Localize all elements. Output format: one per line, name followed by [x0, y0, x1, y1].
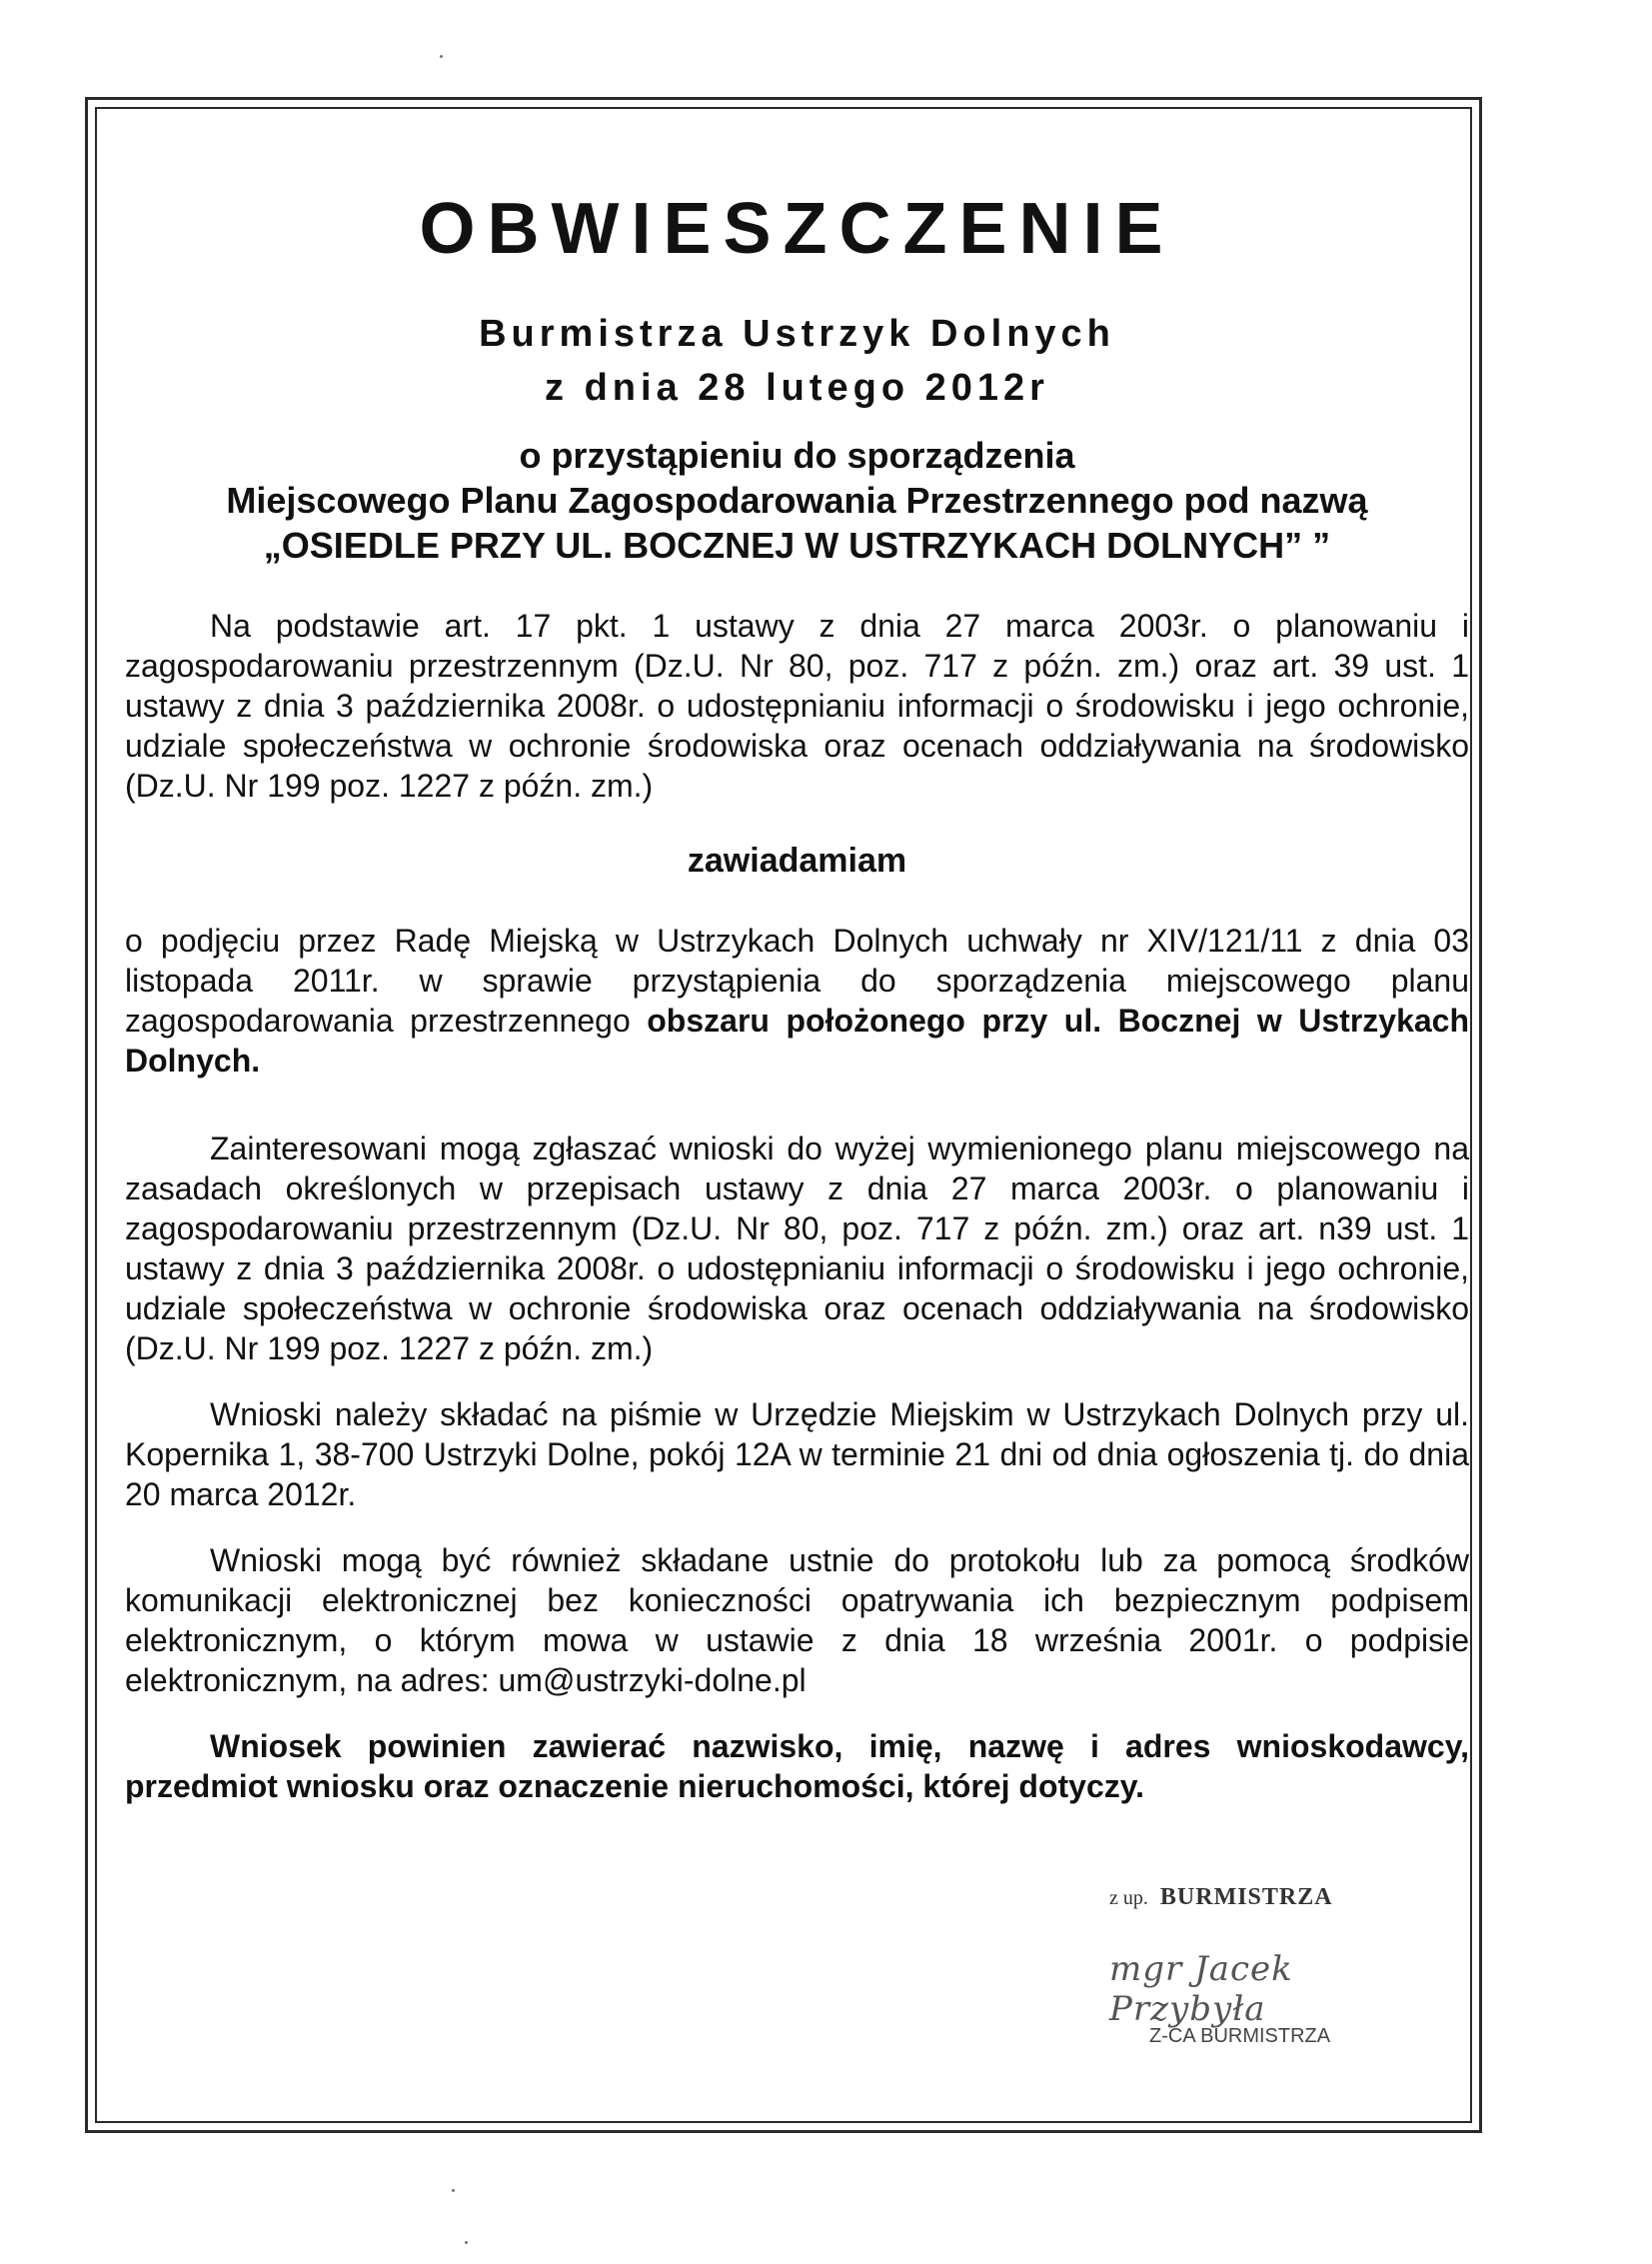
notice-date: z dnia 28 lutego 2012r [545, 367, 1049, 410]
notice-subject [125, 433, 1469, 568]
subject-line-1: o przystąpieniu do sporządzenia [519, 435, 1075, 477]
scan-speck [440, 55, 443, 58]
resolution-text: o podjęciu przez Radę Miejską w Ustrzykach Dolnych uchwały nr XIV/121/11 z dnia 03 listopada 2011r. w sprawie przystąpienia do sporządzenia miejscowego planu zagospodarowania przestrzennego [125, 923, 1469, 1040]
signature-stamp: Z-CA BURMISTRZA [1149, 2025, 1331, 2047]
submission-paragraph: Wnioski należy składać na piśmie w Urzędzie Miejskim w Ustrzykach Dolnych przy ul. Kopernika 1, 38-700 Ustrzyki Dolne, pokój 12A w terminie 21 dni od dnia ogłoszenia tj. do dnia 20 marca 2012r. [125, 1396, 1469, 1513]
resolution-paragraph [125, 921, 1469, 1081]
interested-paragraph: Zainteresowani mogą zgłaszać wnioski do wyżej wymienionego planu miejscowego na zasadach określonych w przepisach ustawy z dnia 27 marca 2003r. o planowaniu i zagospodarowaniu przestrzennym (Dz.U. Nr 80, poz. 717 z późn. zm.) oraz art. n39 ust. 1 ustawy z dnia 3 października 2008r. o udostępnianiu informacji o środowisku i jego ochronie, udziale społeczeństwa w ochronie środowiska oraz ocenach oddziaływania na środowisko (Dz.U. Nr 199 poz. 1227 z późn. zm.) [125, 1131, 1469, 1367]
signature-prefix: z up. [1109, 1887, 1148, 1909]
legal-basis-paragraph: Na podstawie art. 17 pkt. 1 ustawy z dnia 27 marca 2003r. o planowaniu i zagospodarowaniu przestrzennym (Dz.U. Nr 80, poz. 717 z późn. zm.) oraz art. 39 ust. 1 ustawy z dnia 3 października 2008r. o udostępnianiu informacji o środowisku i jego ochronie, udziale społeczeństwa w ochronie środowiska oraz ocenach oddziaływania na środowisko (Dz.U. Nr 199 poz. 1227 z późn. zm.) [125, 608, 1469, 805]
notify-heading: zawiadamiam [687, 842, 907, 881]
signature-authority [1109, 1884, 1429, 1911]
scan-speck [452, 2189, 455, 2192]
subject-line-2: Miejscowego Planu Zagospodarowania Przestrzennego pod nazwą [226, 480, 1368, 522]
signature-office: BURMISTRZA [1159, 1884, 1333, 1910]
resolution-area: obszaru położonego przy ul. Bocznej w Ustrzykach Dolnych. [125, 1003, 1469, 1080]
electronic-paragraph: Wnioski mogą być również składane ustnie do protokołu lub za pomocą środków komunikacji elektronicznej bez konieczności opatrywania ich bezpiecznym podpisem elektronicznym, o którym mowa w ustawie z dnia 18 września 2001r. o podpisie elektronicznym, na adres: um@ustrzyki-dolne.pl [125, 1542, 1469, 1699]
signature-name: mgr Jacek Przybyła [1109, 1949, 1293, 2029]
requirements-paragraph: Wniosek powinien zawierać nazwisko, imię, nazwę i adres wnioskodawcy, przedmiot wniosku oraz oznaczenie nieruchomości, której dotyczy. [125, 1728, 1469, 1805]
notice-title: OBWIESZCZENIE [419, 189, 1175, 269]
notice-content [125, 190, 1469, 1806]
signature-block [1109, 1884, 1429, 2048]
subject-line-3: „OSIEDLE PRZY UL. BOCZNEJ W USTRZYKACH DOLNYCH” ” [263, 525, 1331, 567]
scan-speck [465, 2241, 468, 2244]
notice-issuer: Burmistrza Ustrzyk Dolnych [479, 313, 1115, 356]
